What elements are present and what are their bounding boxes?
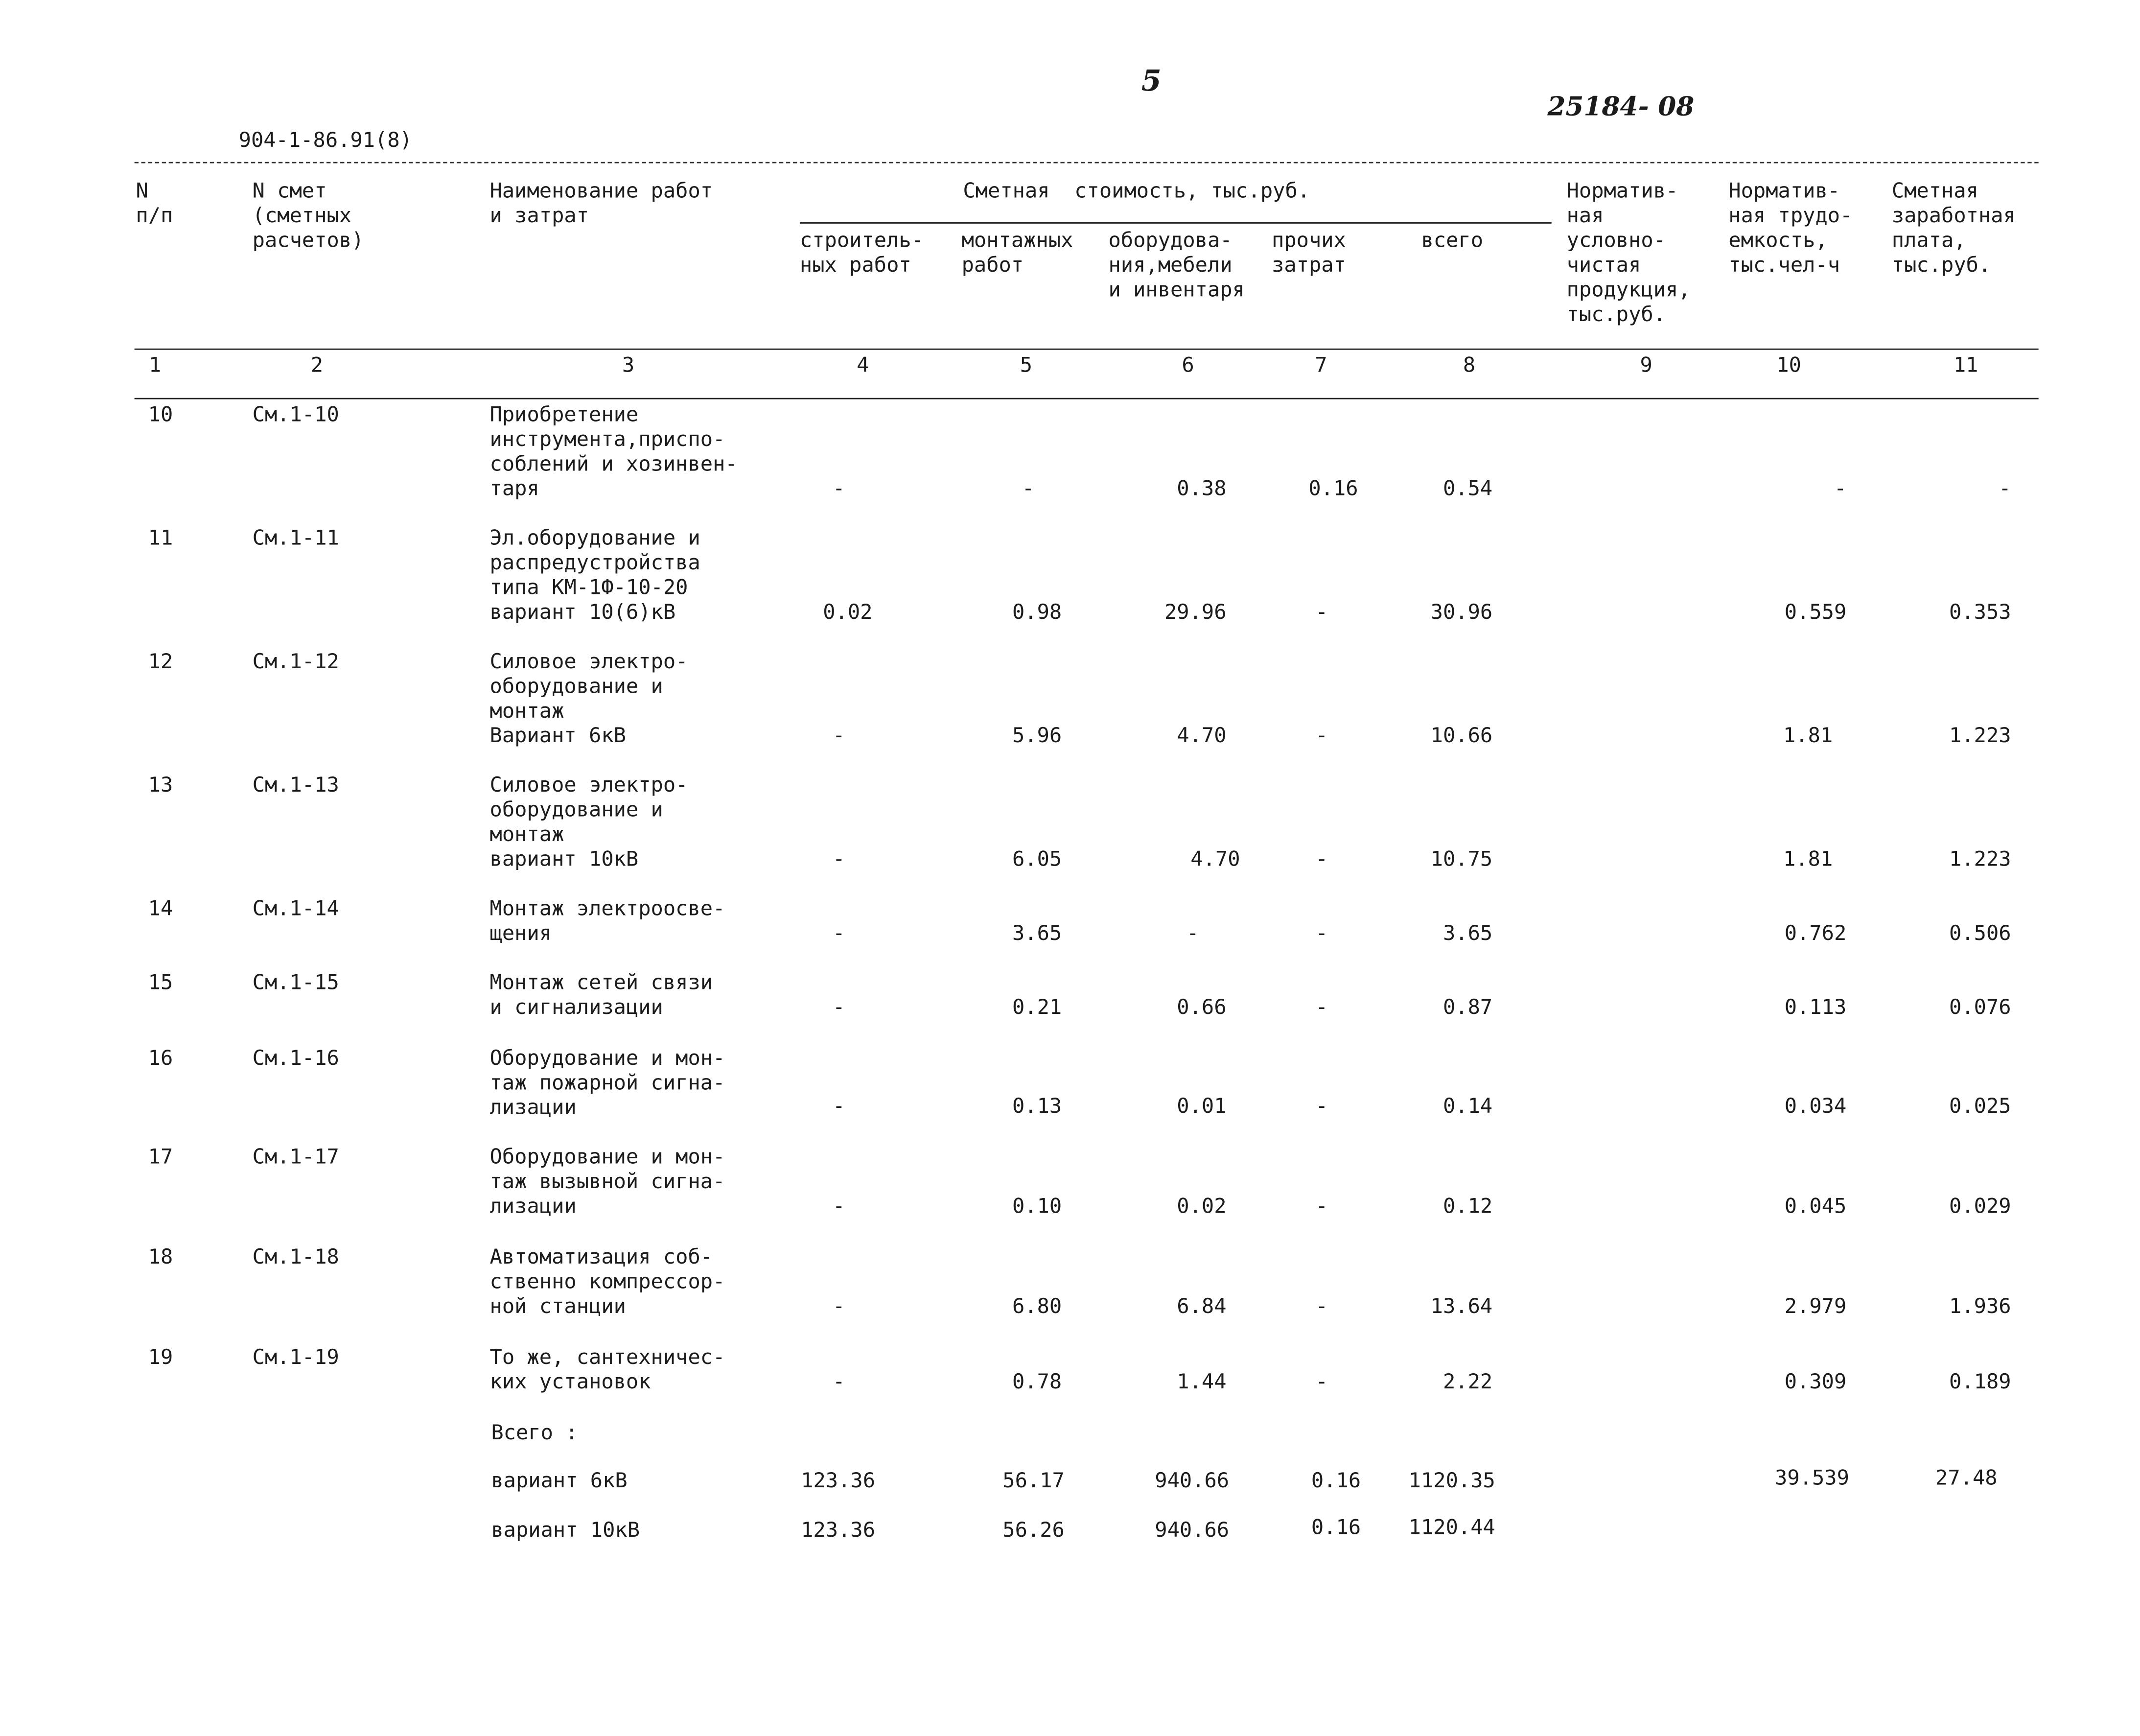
row-wages: 0.029 — [1949, 1194, 2011, 1219]
header-construction: строитель- ных работ — [799, 228, 924, 278]
row-total: 30.96 — [1430, 599, 1493, 625]
row-total: 0.54 — [1442, 476, 1493, 501]
row-assembly: 0.98 — [1012, 599, 1062, 625]
row-equipment: 4.70 — [1190, 846, 1240, 871]
header-net-product: Норматив- ная условно- чистая продукция, тыс.руб. — [1566, 178, 1691, 327]
row-labor: 1.81 — [1783, 723, 1833, 748]
row-assembly: 5.96 — [1012, 723, 1062, 748]
row-labor: 1.81 — [1783, 846, 1833, 871]
header-assembly: монтажных работ — [961, 228, 1073, 278]
header-work-name: Наименование работ и затрат — [489, 178, 713, 228]
row-num: 14 — [148, 896, 173, 921]
row-code: См.1-17 — [252, 1144, 339, 1169]
row-code: См.1-19 — [252, 1344, 339, 1369]
row-num: 13 — [148, 772, 173, 798]
row-total: 0.14 — [1442, 1093, 1493, 1119]
row-assembly: 6.05 — [1012, 846, 1062, 871]
total-10kv-name: вариант 10кВ — [491, 1517, 640, 1543]
row-construction: - — [833, 920, 845, 945]
row-code: См.1-12 — [252, 649, 339, 674]
row-name: Приобретение инструмента,приспо- соблений и хозинвен- таря — [489, 402, 738, 501]
row-num: 17 — [148, 1144, 173, 1169]
row-labor: 0.309 — [1784, 1369, 1847, 1394]
page-number: 5 — [1141, 63, 1162, 97]
row-construction: - — [833, 1293, 845, 1319]
row-wages: 0.025 — [1949, 1093, 2011, 1119]
row-construction: - — [833, 846, 845, 871]
row-wages: 0.506 — [1949, 920, 2011, 945]
row-num: 10 — [148, 402, 173, 427]
row-other: - — [1315, 1293, 1328, 1319]
colnum-9: 9 — [1640, 352, 1652, 377]
row-other: - — [1315, 723, 1328, 748]
colnum-2: 2 — [310, 352, 324, 377]
row-labor: 0.559 — [1784, 599, 1847, 625]
row-equipment: 0.02 — [1177, 1194, 1227, 1219]
row-equipment: - — [1186, 920, 1199, 945]
header-other: прочих затрат — [1272, 228, 1346, 278]
row-name: Автоматизация соб- ственно компрессор- ной станции — [489, 1244, 725, 1319]
row-construction: - — [833, 723, 845, 748]
row-wages: 1.223 — [1949, 846, 2011, 871]
row-name: Оборудование и мон- таж пожарной сигна- лизации — [489, 1045, 725, 1120]
row-equipment: 6.84 — [1177, 1293, 1227, 1319]
header-wages: Сметная заработная плата, тыс.руб. — [1891, 178, 2016, 278]
row-assembly: 0.21 — [1012, 994, 1062, 1020]
row-wages: 0.189 — [1949, 1369, 2011, 1394]
row-num: 19 — [148, 1344, 173, 1369]
handwritten-stamp: 25184- 08 — [1547, 92, 1695, 122]
row-construction: - — [833, 1369, 845, 1394]
row-name: Монтаж сетей связи и сигнализации — [489, 970, 713, 1020]
total-10kv-total: 1120.44 — [1408, 1515, 1495, 1540]
row-equipment: 4.70 — [1177, 723, 1227, 748]
header-labor: Норматив- ная трудо- емкость, тыс.чел-ч — [1728, 178, 1853, 278]
row-wages: - — [1999, 476, 2011, 501]
row-name: Силовое электро- оборудование и монтаж вариант 10кВ — [489, 772, 688, 871]
header-cost-group: Сметная стоимость, тыс.руб. — [963, 178, 1310, 203]
row-equipment: 29.96 — [1164, 599, 1227, 625]
row-total: 13.64 — [1430, 1293, 1493, 1319]
colnum-4: 4 — [857, 352, 869, 377]
row-code: См.1-14 — [252, 896, 339, 921]
colnum-8: 8 — [1463, 352, 1476, 377]
row-wages: 0.353 — [1949, 599, 2011, 625]
row-total: 0.87 — [1442, 994, 1493, 1020]
row-num: 11 — [148, 525, 173, 550]
total-6kv-total: 1120.35 — [1408, 1468, 1495, 1493]
total-6kv-labor: 39.539 — [1775, 1465, 1849, 1490]
row-assembly: 6.80 — [1012, 1293, 1062, 1319]
row-assembly: 0.10 — [1012, 1194, 1062, 1219]
row-code: См.1-13 — [252, 772, 339, 798]
row-total: 3.65 — [1442, 920, 1493, 945]
row-other: - — [1315, 846, 1328, 871]
colnum-7: 7 — [1315, 352, 1327, 377]
row-code: См.1-11 — [252, 525, 339, 550]
row-assembly: 0.13 — [1012, 1093, 1062, 1119]
colnum-3: 3 — [622, 352, 635, 377]
row-construction: 0.02 — [823, 599, 873, 625]
row-assembly: 0.78 — [1012, 1369, 1062, 1394]
document-code: 904-1-86.91(8) — [238, 127, 413, 153]
row-labor: 0.045 — [1784, 1194, 1847, 1219]
total-10kv-assembly: 56.26 — [1002, 1517, 1065, 1543]
row-equipment: 1.44 — [1177, 1369, 1227, 1394]
colnum-1: 1 — [149, 352, 162, 377]
row-total: 10.75 — [1430, 846, 1493, 871]
row-name: То же, сантехничес- ких установок — [489, 1344, 725, 1394]
colnum-5: 5 — [1020, 352, 1033, 377]
header-group-underline — [800, 222, 1552, 224]
row-total: 0.12 — [1442, 1194, 1493, 1219]
header-equipment: оборудова- ния,мебели и инвентаря — [1108, 228, 1245, 302]
row-labor: 2.979 — [1784, 1293, 1847, 1319]
row-construction: - — [833, 476, 845, 501]
total-10kv-construction: 123.36 — [801, 1517, 876, 1543]
row-other: - — [1315, 920, 1328, 945]
row-construction: - — [833, 1093, 845, 1119]
header-bottom-line — [135, 349, 2039, 350]
row-name: Эл.оборудование и распредустройства типа КМ-1Ф-10-20 вариант 10(6)кВ — [489, 525, 700, 625]
row-name: Силовое электро- оборудование и монтаж Вариант 6кВ — [489, 649, 688, 748]
row-construction: - — [833, 1194, 845, 1219]
row-wages: 1.936 — [1949, 1293, 2011, 1319]
row-code: См.1-16 — [252, 1045, 339, 1071]
row-other: - — [1315, 1369, 1328, 1394]
row-name: Оборудование и мон- таж вызывной сигна- лизации — [489, 1144, 725, 1219]
row-num: 12 — [148, 649, 173, 674]
row-wages: 1.223 — [1949, 723, 2011, 748]
total-10kv-equipment: 940.66 — [1155, 1517, 1230, 1543]
total-6kv-wages: 27.48 — [1935, 1465, 1998, 1490]
totals-label: Всего : — [491, 1420, 578, 1445]
row-other: - — [1315, 1194, 1328, 1219]
row-num: 15 — [148, 970, 173, 995]
row-total: 2.22 — [1442, 1369, 1493, 1394]
total-6kv-equipment: 940.66 — [1155, 1468, 1230, 1493]
row-labor: 0.113 — [1784, 994, 1847, 1020]
colnum-11: 11 — [1953, 352, 1978, 377]
row-num: 16 — [148, 1045, 173, 1071]
row-other: - — [1315, 1093, 1328, 1119]
top-divider — [135, 162, 2039, 164]
header-total: всего — [1421, 228, 1484, 253]
row-num: 18 — [148, 1244, 173, 1269]
row-equipment: 0.66 — [1177, 994, 1227, 1020]
row-code: См.1-18 — [252, 1244, 339, 1269]
colnum-10: 10 — [1776, 352, 1801, 377]
row-wages: 0.076 — [1949, 994, 2011, 1020]
row-code: См.1-10 — [252, 402, 339, 427]
total-6kv-name: вариант 6кВ — [491, 1468, 628, 1493]
row-equipment: 0.01 — [1177, 1093, 1227, 1119]
row-code: См.1-15 — [252, 970, 339, 995]
colnum-bottom-line — [135, 398, 2039, 399]
row-labor: 0.762 — [1784, 920, 1847, 945]
total-6kv-other: 0.16 — [1311, 1468, 1361, 1493]
total-6kv-construction: 123.36 — [801, 1468, 876, 1493]
row-other: - — [1315, 599, 1328, 625]
row-equipment: 0.38 — [1177, 476, 1227, 501]
row-construction: - — [833, 994, 845, 1020]
row-other: 0.16 — [1308, 476, 1358, 501]
row-labor: 0.034 — [1784, 1093, 1847, 1119]
header-num: N п/п — [136, 178, 173, 228]
header-estimate-no: N смет (сметных расчетов) — [252, 178, 364, 253]
row-assembly: 3.65 — [1012, 920, 1062, 945]
row-other: - — [1315, 994, 1328, 1020]
row-name: Монтаж электроосве- щения — [489, 896, 725, 945]
total-10kv-other: 0.16 — [1311, 1515, 1361, 1540]
total-6kv-assembly: 56.17 — [1002, 1468, 1065, 1493]
row-assembly: - — [1022, 476, 1035, 501]
row-total: 10.66 — [1430, 723, 1493, 748]
row-labor: - — [1834, 476, 1847, 501]
colnum-6: 6 — [1182, 352, 1194, 377]
